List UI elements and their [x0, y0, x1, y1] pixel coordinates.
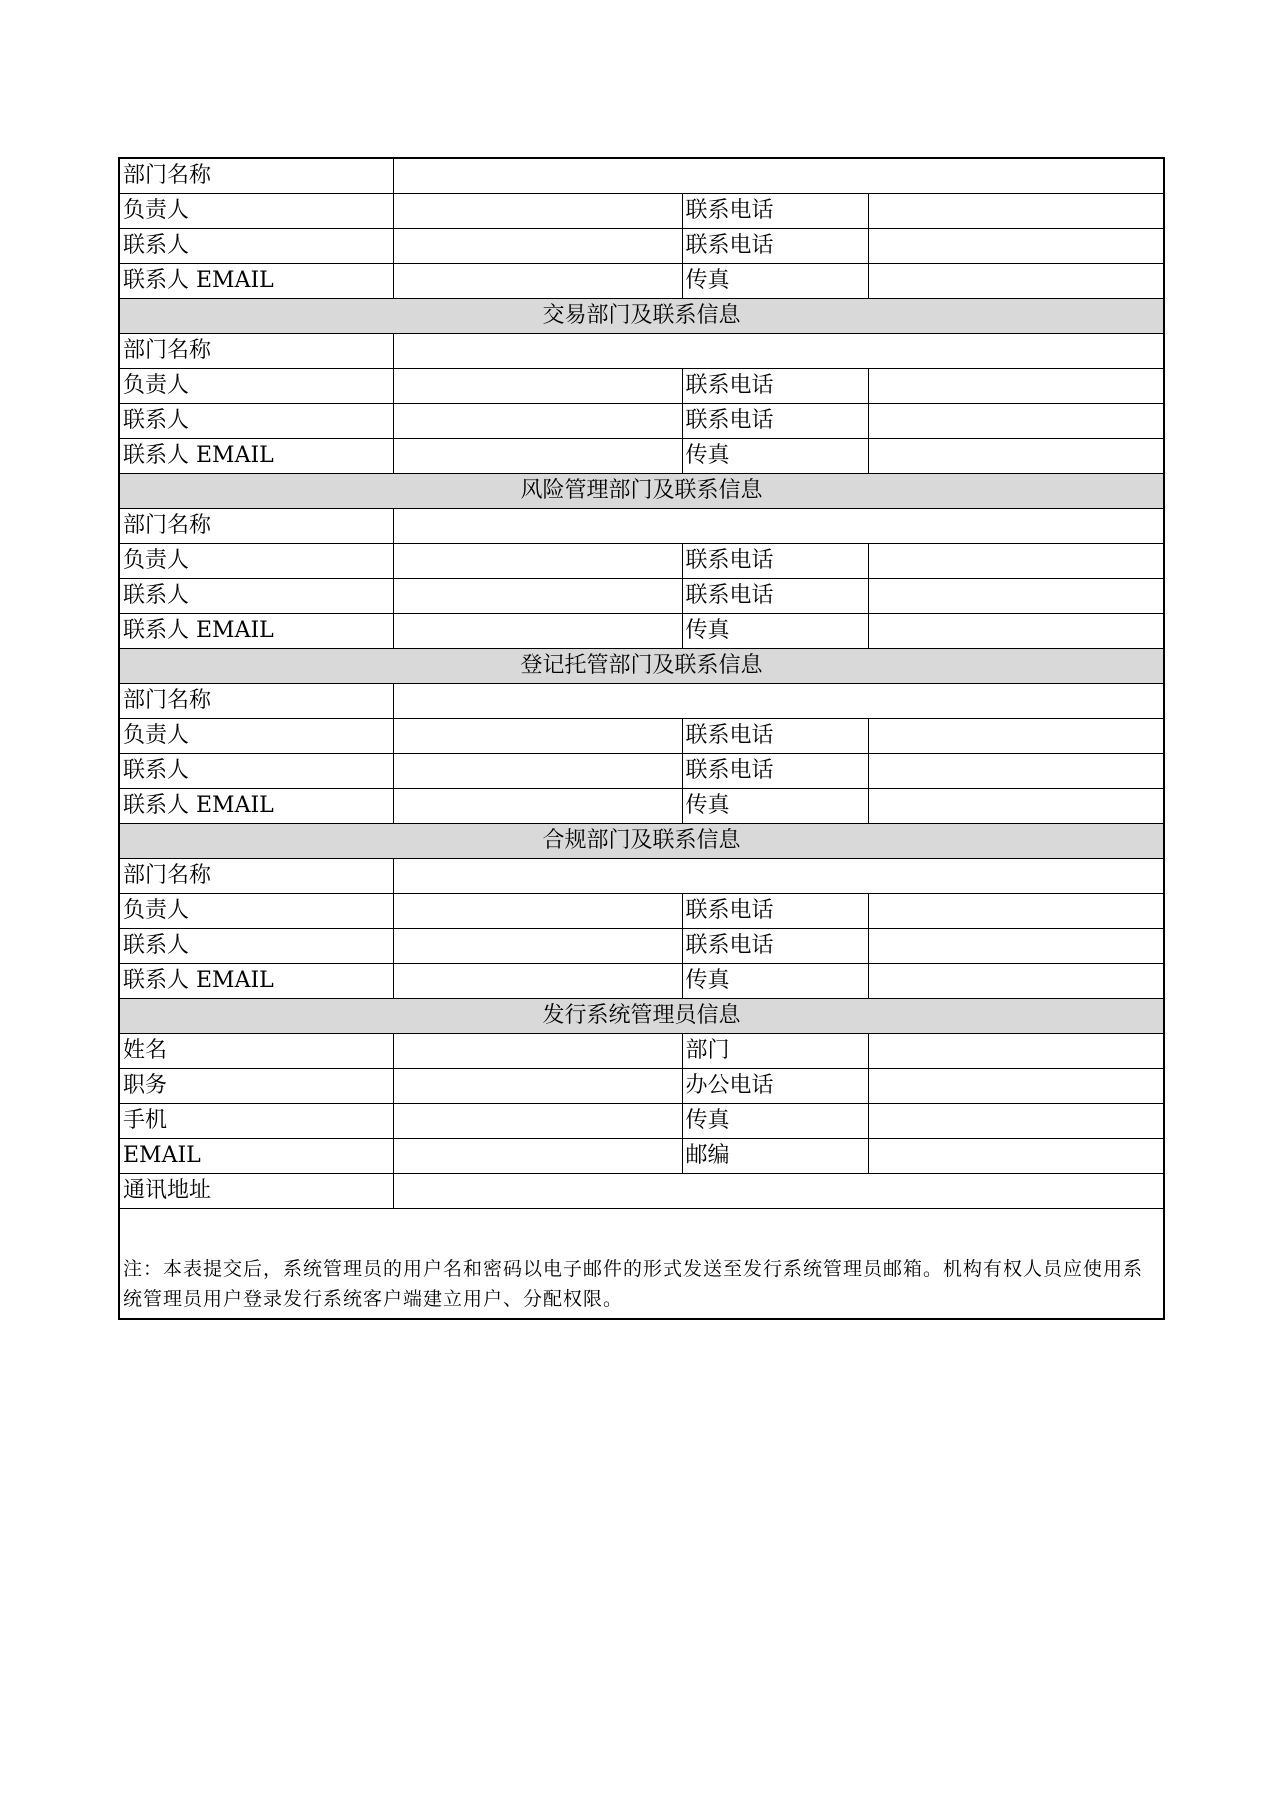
form-row: [119, 1174, 1164, 1209]
form-row: [119, 229, 1164, 264]
section-header-row: [119, 649, 1164, 684]
field-label: 联系人: [119, 404, 393, 439]
field-label-secondary: 传真: [682, 614, 868, 649]
form-row: [119, 964, 1164, 999]
form-row: [119, 684, 1164, 719]
field-label: 联系人: [119, 229, 393, 264]
field-value-cell-secondary[interactable]: [868, 439, 1164, 474]
field-label: 联系人 EMAIL: [119, 614, 393, 649]
field-value-cell-secondary[interactable]: [868, 1139, 1164, 1174]
field-value-cell-secondary[interactable]: [868, 1034, 1164, 1069]
form-row: [119, 264, 1164, 299]
field-value-cell-secondary[interactable]: [868, 894, 1164, 929]
field-value-cell-secondary[interactable]: [868, 964, 1164, 999]
field-label: 部门名称: [119, 509, 393, 544]
field-value-cell[interactable]: [393, 1139, 682, 1174]
section-header-row: [119, 824, 1164, 859]
form-row: [119, 894, 1164, 929]
field-label: 负责人: [119, 544, 393, 579]
section-header-row: [119, 999, 1164, 1034]
field-value-cell-secondary[interactable]: [868, 194, 1164, 229]
field-label-secondary: 邮编: [682, 1139, 868, 1174]
field-value-cell[interactable]: [393, 964, 682, 999]
form-row: [119, 754, 1164, 789]
field-label-secondary: 联系电话: [682, 579, 868, 614]
field-label: 负责人: [119, 894, 393, 929]
field-label: 部门名称: [119, 158, 393, 194]
form-row: [119, 859, 1164, 894]
field-label: 联系人: [119, 579, 393, 614]
field-value-cell[interactable]: [393, 158, 1164, 194]
form-row: [119, 1069, 1164, 1104]
field-value-cell[interactable]: [393, 264, 682, 299]
field-value-cell[interactable]: [393, 684, 1164, 719]
field-value-cell[interactable]: [393, 754, 682, 789]
field-value-cell[interactable]: [393, 369, 682, 404]
field-value-cell-secondary[interactable]: [868, 1069, 1164, 1104]
form-row: [119, 789, 1164, 824]
form-row: [119, 614, 1164, 649]
field-value-cell[interactable]: [393, 194, 682, 229]
field-label: 部门名称: [119, 859, 393, 894]
field-value-cell-secondary[interactable]: [868, 929, 1164, 964]
field-label-secondary: 联系电话: [682, 404, 868, 439]
field-label: 职务: [119, 1069, 393, 1104]
field-label: 联系人: [119, 929, 393, 964]
field-value-cell[interactable]: [393, 1174, 1164, 1209]
field-label-secondary: 联系电话: [682, 719, 868, 754]
form-row: [119, 544, 1164, 579]
field-value-cell[interactable]: [393, 334, 1164, 369]
field-label: 部门名称: [119, 684, 393, 719]
field-value-cell[interactable]: [393, 894, 682, 929]
field-value-cell-secondary[interactable]: [868, 264, 1164, 299]
field-value-cell-secondary[interactable]: [868, 544, 1164, 579]
field-label: 联系人 EMAIL: [119, 964, 393, 999]
field-value-cell[interactable]: [393, 614, 682, 649]
form-row: [119, 719, 1164, 754]
section-title: 交易部门及联系信息: [119, 299, 1164, 334]
form-row: [119, 509, 1164, 544]
contact-info-form: [118, 157, 1165, 1320]
field-label-secondary: 联系电话: [682, 229, 868, 264]
field-value-cell[interactable]: [393, 719, 682, 754]
form-row: [119, 194, 1164, 229]
field-value-cell-secondary[interactable]: [868, 369, 1164, 404]
form-row: [119, 579, 1164, 614]
field-label-secondary: 办公电话: [682, 1069, 868, 1104]
field-value-cell[interactable]: [393, 439, 682, 474]
field-label-secondary: 部门: [682, 1034, 868, 1069]
field-value-cell[interactable]: [393, 1034, 682, 1069]
field-value-cell[interactable]: [393, 789, 682, 824]
section-title: 风险管理部门及联系信息: [119, 474, 1164, 509]
field-value-cell[interactable]: [393, 1104, 682, 1139]
section-header-row: [119, 474, 1164, 509]
field-label: 负责人: [119, 369, 393, 404]
field-value-cell-secondary[interactable]: [868, 614, 1164, 649]
field-label: 部门名称: [119, 334, 393, 369]
field-label: 手机: [119, 1104, 393, 1139]
note-row: [119, 1209, 1164, 1319]
form-row: [119, 404, 1164, 439]
field-label-secondary: 联系电话: [682, 369, 868, 404]
field-value-cell[interactable]: [393, 229, 682, 264]
form-row: [119, 929, 1164, 964]
form-row: [119, 1139, 1164, 1174]
field-label: 联系人 EMAIL: [119, 264, 393, 299]
form-row: [119, 369, 1164, 404]
section-title: 登记托管部门及联系信息: [119, 649, 1164, 684]
field-value-cell-secondary[interactable]: [868, 754, 1164, 789]
section-title: 发行系统管理员信息: [119, 999, 1164, 1034]
form-row: [119, 158, 1164, 194]
field-value-cell[interactable]: [393, 404, 682, 439]
field-label: EMAIL: [119, 1139, 393, 1174]
footnote: 注：本表提交后，系统管理员的用户名和密码以电子邮件的形式发送至发行系统管理员邮箱。机构有权人员应使用系统管理员用户登录发行系统客户端建立用户、分配权限。: [119, 1209, 1164, 1319]
field-label-secondary: 联系电话: [682, 544, 868, 579]
field-label: 姓名: [119, 1034, 393, 1069]
field-label-secondary: 传真: [682, 439, 868, 474]
field-value-cell-secondary[interactable]: [868, 404, 1164, 439]
field-value-cell-secondary[interactable]: [868, 579, 1164, 614]
field-value-cell[interactable]: [393, 1069, 682, 1104]
field-value-cell[interactable]: [393, 579, 682, 614]
field-label-secondary: 联系电话: [682, 194, 868, 229]
field-label-secondary: 传真: [682, 264, 868, 299]
form-row: [119, 1034, 1164, 1069]
field-label: 负责人: [119, 194, 393, 229]
field-value-cell-secondary[interactable]: [868, 229, 1164, 264]
field-value-cell[interactable]: [393, 544, 682, 579]
field-label-secondary: 联系电话: [682, 929, 868, 964]
field-label-secondary: 联系电话: [682, 894, 868, 929]
field-label-secondary: 联系电话: [682, 754, 868, 789]
field-label: 联系人 EMAIL: [119, 789, 393, 824]
field-value-cell[interactable]: [393, 929, 682, 964]
form-row: [119, 334, 1164, 369]
form-row: [119, 1104, 1164, 1139]
field-value-cell-secondary[interactable]: [868, 789, 1164, 824]
form-row: [119, 439, 1164, 474]
section-header-row: [119, 299, 1164, 334]
field-value-cell-secondary[interactable]: [868, 1104, 1164, 1139]
field-value-cell[interactable]: [393, 509, 1164, 544]
field-label: 联系人 EMAIL: [119, 439, 393, 474]
section-title: 合规部门及联系信息: [119, 824, 1164, 859]
field-value-cell-secondary[interactable]: [868, 719, 1164, 754]
field-value-cell[interactable]: [393, 859, 1164, 894]
field-label-secondary: 传真: [682, 1104, 868, 1139]
field-label: 通讯地址: [119, 1174, 393, 1209]
field-label-secondary: 传真: [682, 789, 868, 824]
field-label: 联系人: [119, 754, 393, 789]
field-label-secondary: 传真: [682, 964, 868, 999]
field-label: 负责人: [119, 719, 393, 754]
